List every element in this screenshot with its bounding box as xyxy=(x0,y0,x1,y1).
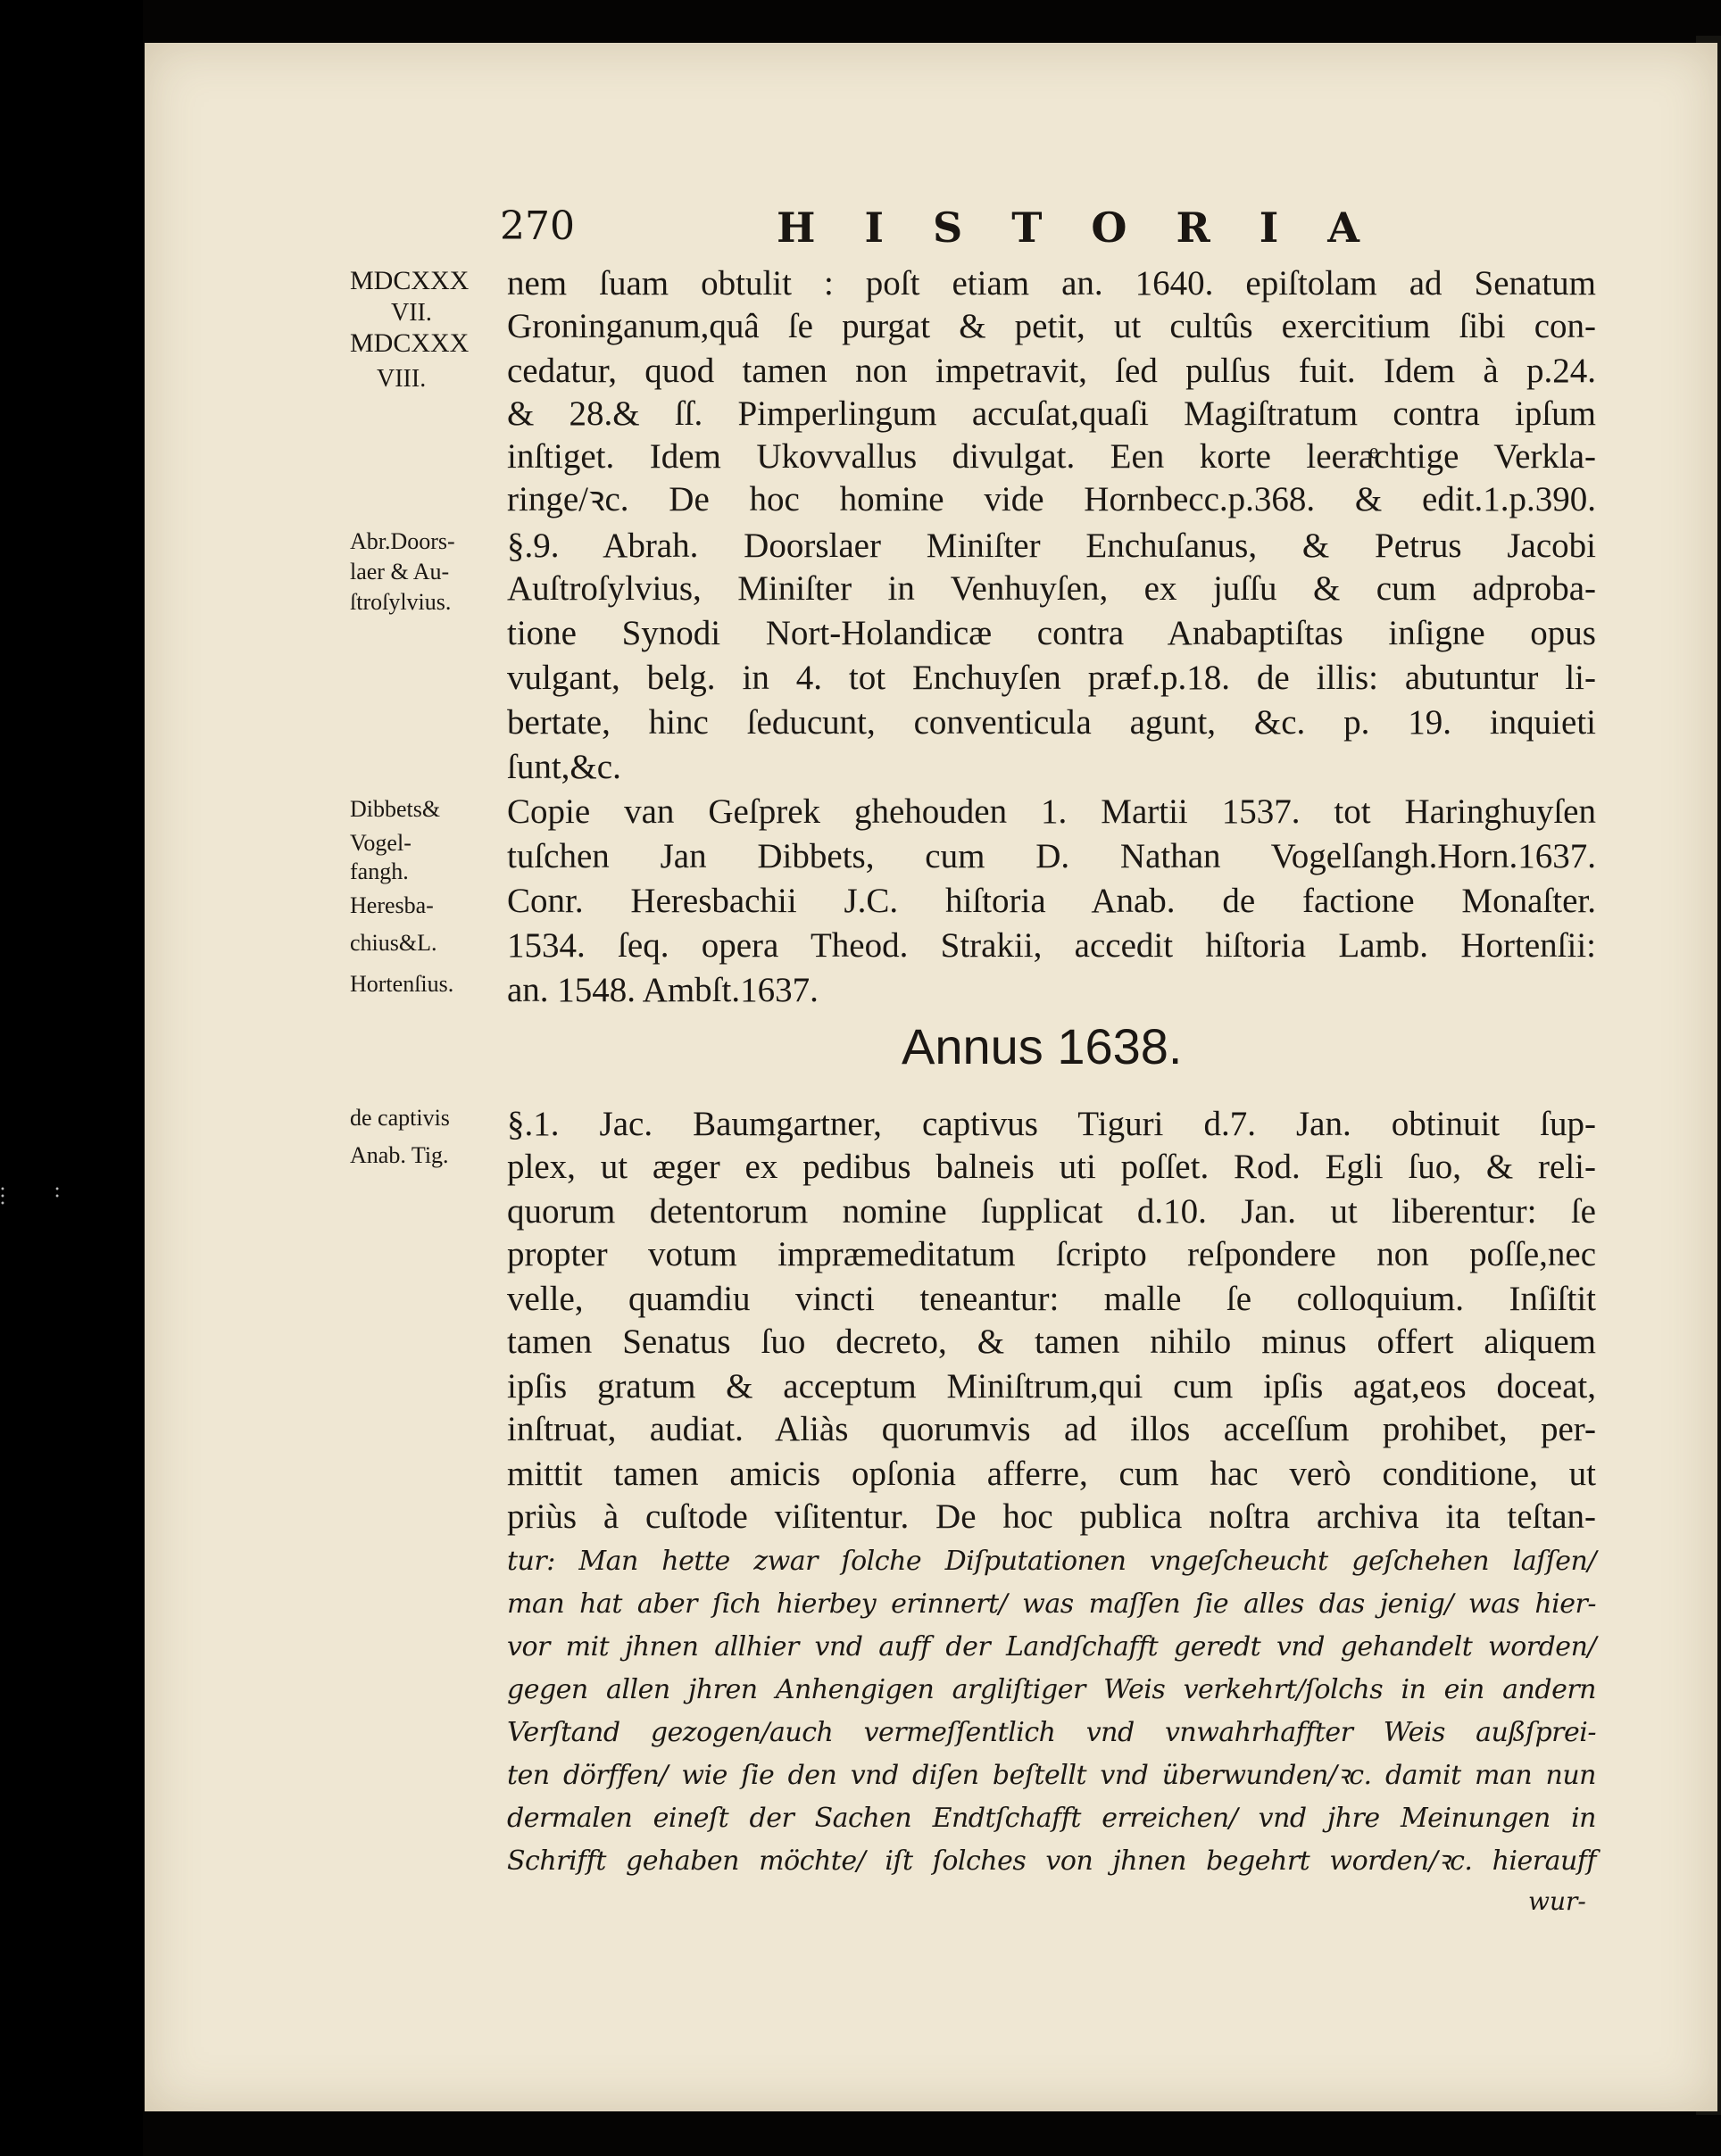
text-line: dermalen eineſt der Sachen Endtſchafft erreichen/ vnd jhre Meinungen in xyxy=(507,1803,1596,1834)
margin-note: VIII. xyxy=(377,365,427,393)
text-line: an. 1548. Ambſt.1637. xyxy=(507,971,819,1009)
text-line: §.9. Abrah. Doorslaer Miniſter Enchuſanus, & Petrus Jacobi xyxy=(507,527,1596,565)
text-line: inſtruat, audiat. Aliàs quorumvis ad illos acceſſum prohibet, per- xyxy=(507,1410,1596,1448)
margin-note: MDCXXX xyxy=(350,328,470,358)
margin-note: chius&L. xyxy=(350,930,437,956)
text-line: nem ſuam obtulit : poſt etiam an. 1640. epiſtolam ad Senatum xyxy=(507,264,1596,303)
text-line: Conr. Heresbachii J.C. hiſtoria Anab. de factione Monaſter. xyxy=(507,882,1596,920)
text-line: gegen allen jhren Anhengigen argliſtiger Weis verkehrt/ſolchs in ein andern xyxy=(507,1674,1596,1705)
margin-note: laer & Au- xyxy=(350,559,450,585)
margin-note: Vogel- xyxy=(350,830,412,856)
running-title: HISTORIA xyxy=(777,203,1409,252)
text-line: tamen Senatus ſuo decreto, & tamen nihilo minus offert aliquem xyxy=(507,1323,1596,1361)
margin-note: MDCXXX xyxy=(350,266,470,295)
text-line: vulgant, belg. in 4. tot Enchuyſen præf.p.18. de illis: abutuntur li- xyxy=(507,659,1596,697)
section-heading: Annus 1638. xyxy=(902,1018,1183,1074)
text-line: Groninganum,quâ ſe purgat & petit, ut cultûs exercitium ſibi con- xyxy=(507,307,1596,345)
text-line: tione Synodi Nort-Holandicæ contra Anabaptiſtas inſigne opus xyxy=(507,614,1596,652)
margin-note: Dibbets& xyxy=(350,796,441,822)
page-number: 270 xyxy=(500,203,575,249)
text-line: Copie van Geſprek ghehouden 1. Martii 1537. tot Haringhuyſen xyxy=(507,792,1596,831)
text-line: & 28.& ſſ. Pimperlingum accuſat,quaſi Magiſtratum contra ipſum xyxy=(507,394,1596,433)
catchword: wur- xyxy=(1528,1886,1586,1916)
text-line: vor mit jhnen allhier vnd auff der Landſchafft geredt vnd gehandelt worden/ xyxy=(507,1631,1596,1663)
text-line: ringe/ꝛc. De hoc homine vide Hornbecc.p.368. & edit.1.p.390. xyxy=(507,480,1596,518)
margin-note: fangh. xyxy=(350,858,409,884)
text-line: 1534. ſeq. opera Theod. Strakii, accedit hiſtoria Lamb. Hortenſii: xyxy=(507,926,1596,965)
text-line: §.1. Jac. Baumgartner, captivus Tiguri d.7. Jan. obtinuit ſup- xyxy=(507,1105,1596,1143)
margin-note: Hortenſius. xyxy=(350,971,454,997)
text-line: inſtiget. Idem Ukovvallus divulgat. Een korte leeraͤchtige Verkla- xyxy=(507,437,1596,476)
text-line: man hat aber ſich hierbey erinnert/ was maſſen ſie alles das jenig/ was hier- xyxy=(507,1588,1596,1620)
text-line: bertate, hinc ſeducunt, conventicula agunt, &c. p. 19. inquieti xyxy=(507,703,1596,742)
margin-note: de captivis xyxy=(350,1105,450,1131)
text-line: ſunt,&c. xyxy=(507,748,621,786)
text-line: velle, quamdiu vincti teneantur: malle ſe colloquium. Inſiſtit xyxy=(507,1280,1596,1318)
margin-note: VII. xyxy=(391,299,432,327)
margin-note: Abr.Doors- xyxy=(350,528,455,554)
text-line: ten dörffen/ wie ſie den vnd diſen beſtellt vnd überwunden/ꝛc. damit man nun xyxy=(507,1760,1596,1791)
text-line: ipſis gratum & acceptum Miniſtrum,qui cum ipſis agat,eos doceat, xyxy=(507,1367,1596,1406)
margin-note: ſtroſylvius. xyxy=(350,589,452,615)
scan-edge-dots: • • • • • xyxy=(0,1185,83,1209)
text-line: Schrifft gehaben möchte/ iſt ſolches von jhnen begehrt worden/ꝛc. hierauff xyxy=(507,1845,1596,1877)
text-line: Auſtroſylvius, Miniſter in Venhuyſen, ex juſſu & cum adproba- xyxy=(507,569,1596,608)
text-line: Verſtand gezogen/auch vermeſſentlich vnd vnwahrhaffter Weis außſprei- xyxy=(507,1717,1596,1748)
text-line: propter votum impræmeditatum ſcripto reſpondere non poſſe,nec xyxy=(507,1235,1596,1273)
text-line: priùs à cuſtode viſitentur. De hoc publica noſtra archiva ita teſtan- xyxy=(507,1497,1596,1536)
text-line: quorum detentorum nomine ſupplicat d.10. Jan. ut liberentur: ſe xyxy=(507,1192,1596,1231)
text-line: tuſchen Jan Dibbets, cum D. Nathan Vogelſangh.Horn.1637. xyxy=(507,837,1596,875)
text-line: tur: Man hette zwar ſolche Diſputationen vngeſcheucht geſchehen laſſen/ xyxy=(507,1546,1596,1577)
margin-note: Heresba- xyxy=(350,892,434,918)
text-line: cedatur, quod tamen non impetravit, ſed pulſus fuit. Idem à p.24. xyxy=(507,352,1596,390)
margin-note: Anab. Tig. xyxy=(350,1142,449,1168)
dark-background-left xyxy=(0,0,143,2156)
text-line: mittit tamen amicis opſonia afferre, cum hac verò conditione, ut xyxy=(507,1455,1596,1493)
text-line: plex, ut æger ex pedibus balneis uti poſſet. Rod. Egli ſuo, & reli- xyxy=(507,1148,1596,1186)
